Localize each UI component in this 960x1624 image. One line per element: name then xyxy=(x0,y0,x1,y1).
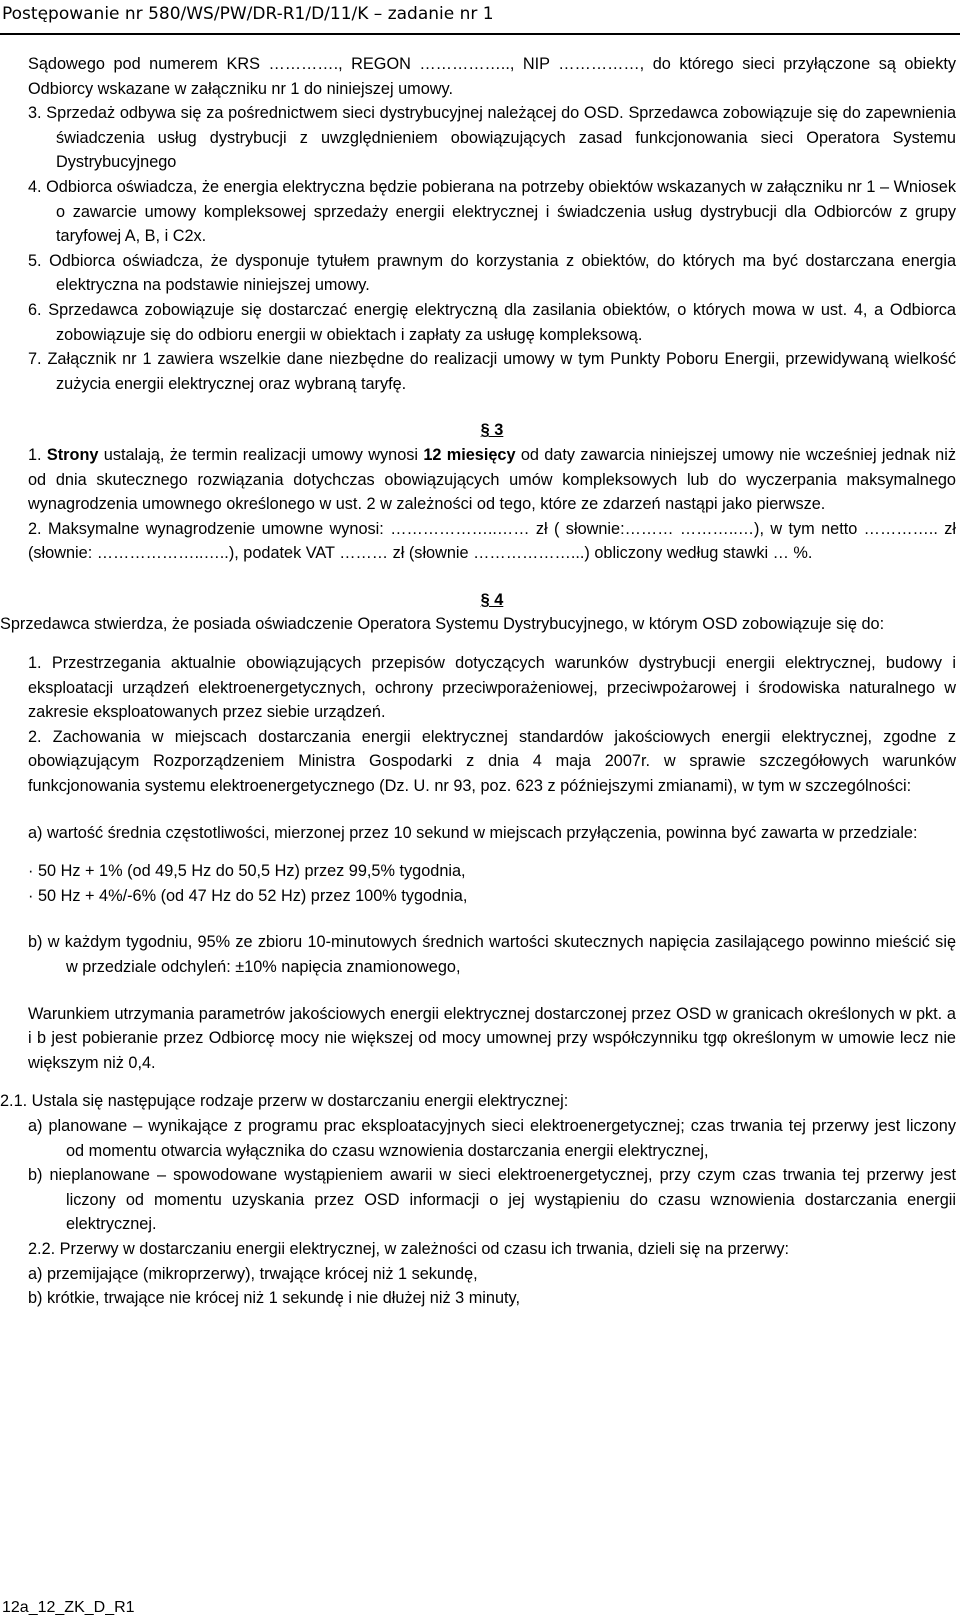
paragraph-4-2b: b) w każdym tygodniu, 95% ze zbioru 10-minutowych średnich wartości skutecznych napięcia zasilającego powinno mieścić się w przedziale odchyleń: ±10% napięcia znamionowego, xyxy=(28,933,956,976)
paragraph-4-2-2-b: b) krótkie, trwające nie krócej niż 1 sekundę i nie dłużej niż 3 minuty, xyxy=(28,1289,520,1308)
bold-duration: 12 miesięcy xyxy=(423,445,516,464)
text-run: 1. xyxy=(28,445,47,464)
paragraph-3-2: 2. Maksymalne wynagrodzenie umowne wynosi: ………………..…… zł ( słownie:……… ………..…), w tym netto ………….. zł (słownie: ………………..…..), podatek VAT ……… zł (słownie ………………...) obliczony według stawki … %. xyxy=(28,519,956,563)
paragraph-2-7: 7. Załącznik nr 1 zawiera wszelkie dane niezbędne do realizacji umowy w tym Punkty Poboru Energii, przewidywaną wielkość zużycia energii elektrycznej oraz wybraną taryfę. xyxy=(28,350,956,393)
bullet-item-2: · 50 Hz + 4%/-6% (od 47 Hz do 52 Hz) przez 100% tygodnia, xyxy=(28,886,468,905)
text-run: ustalają, że termin realizacji umowy wynosi xyxy=(98,445,424,464)
paragraph-4-2-2: 2.2. Przerwy w dostarczaniu energii elektrycznej, w zależności od czasu ich trwania, dzieli się na przerwy: xyxy=(28,1239,790,1258)
section-4-heading: § 4 xyxy=(480,590,504,609)
paragraph-4-intro: Sprzedawca stwierdza, że posiada oświadczenie Operatora Systemu Dystrybucyjnego, w którym OSD zobowiązuje się do: xyxy=(0,615,885,634)
page-header-title: Postępowanie nr 580/WS/PW/DR-R1/D/11/K – zadanie nr 1 xyxy=(2,4,494,24)
spacer xyxy=(28,637,956,651)
paragraph-4-2-2-a: a) przemijające (mikroprzerwy), trwające krócej niż 1 sekundę, xyxy=(28,1264,478,1283)
bold-parties: Strony xyxy=(46,445,99,464)
section-3-heading: § 3 xyxy=(480,421,504,440)
paragraph-4-2-1: 2.1. Ustala się następujące rodzaje przerw w dostarczaniu energii elektrycznej: xyxy=(0,1092,569,1111)
paragraph-4-1: 1. Przestrzegania aktualnie obowiązujących przepisów dotyczących warunków dystrybucji energii elektrycznej, budowy i eksploatacji urządzeń elektroenergetycznych, ochrony przeciwporażeniowej, przeciwpożarowej i środowiska naturalnego w zakresie eksploatowanych przez siebie urządzeń. xyxy=(28,654,956,722)
paragraph-intro: Sądowego pod numerem KRS …………., REGON …………….., NIP ……………, do którego sieci przyłączone są obiekty Odbiorcy wskazane w załączniku nr 1 do niniejszej umowy. xyxy=(28,55,956,98)
spacer xyxy=(28,845,956,859)
document-body xyxy=(0,52,956,1311)
paragraph-2-3: 3. Sprzedaż odbywa się za pośrednictwem sieci dystrybucyjnej należącej do OSD. Sprzedawca zobowiązuje się do zapewnienia świadczenia usług dystrybucji z uwzględnieniem obowiązujących zasad funkcjonowania sieci Operatora Systemu Dystrybucyjnego xyxy=(28,104,956,172)
header-rule xyxy=(0,33,960,35)
spacer xyxy=(28,566,956,588)
paragraph-3-1 xyxy=(28,443,956,517)
spacer xyxy=(28,980,956,1002)
paragraph-4-2-1-a: a) planowane – wynikające z programu prac eksploatacyjnych sieci elektroenergetycznej; czas trwania tej przerwy jest liczony od momentu otwarcia wyłącznika do czasu wznowienia dostarczania energii elektrycznej, xyxy=(28,1116,956,1160)
paragraph-2-5: 5. Odbiorca oświadcza, że dysponuje tytułem prawnym do korzystania z obiektów, do których ma być dostarczana energia elektryczna na podstawie niniejszej umowy. xyxy=(28,251,956,295)
paragraph-4-2a: a) wartość średnia częstotliwości, mierzonej przez 10 sekund w miejscach przyłączenia, powinna być zawarta w przedziale: xyxy=(28,823,918,842)
paragraph-4-2-1-b: b) nieplanowane – spowodowane wystąpieniem awarii w sieci elektroenergetycznej, przy czym czas trwania tej przerwy jest liczony od momentu uzyskania przez OSD informacji o jej wystąpieniu do czasu wznowienia dostarczania energii elektrycznej. xyxy=(28,1166,956,1234)
paragraph-4-condition: Warunkiem utrzymania parametrów jakościowych energii elektrycznej dostarczonej przez OSD w granicach określonych w pkt. a i b jest pobieranie przez Odbiorcę mocy nie większej od mocy umownej przy współczynniku tgφ określonym w umowie lecz nie większym niż 0,4. xyxy=(28,1004,956,1072)
paragraph-4-2: 2. Zachowania w miejscach dostarczania energii elektrycznej standardów jakościowych energii elektrycznej, zgodne z obowiązującym Rozporządzeniem Ministra Gospodarki z dnia 4 maja 2007r. w sprawie szczegółowych warunków funkcjonowania systemu elektroenergetycznego (Dz. U. nr 93, poz. 623 z późniejszymi zmianami), w tym w szczególności: xyxy=(28,727,956,796)
spacer xyxy=(28,396,956,418)
spacer xyxy=(28,799,956,821)
spacer xyxy=(28,908,956,930)
spacer xyxy=(28,1075,956,1089)
paragraph-2-6: 6. Sprzedawca zobowiązuje się dostarczać energię elektryczną dla zasilania obiektów, o których mowa w ust. 4, a Odbiorca zobowiązuje się do odbioru energii w obiektach i zapłaty za usługę kompleksową. xyxy=(28,300,956,344)
text-run: od daty zawarcia niniejszej umowy nie wcześniej jednak niż od dnia skutecznego rozwiązania dotychczas obowiązujących umów kompleksowych lub do wyczerpania maksymalnego wynagrodzenia umownego określonego w ust. 2 w zależności od tego, które ze zdarzeń nastąpi jako pierwsze. xyxy=(28,445,956,514)
paragraph-2-4: 4. Odbiorca oświadcza, że energia elektryczna będzie pobierana na potrzeby obiektów wskazanych w załączniku nr 1 – Wniosek o zawarcie umowy kompleksowej sprzedaży energii elektrycznej i świadczenia usług dystrybucji dla Odbiorców z grupy taryfowej A, B, i C2x. xyxy=(28,177,956,246)
page-footer-code: 12a_12_ZK_D_R1 xyxy=(2,1599,135,1616)
bullet-item-1: · 50 Hz + 1% (od 49,5 Hz do 50,5 Hz) przez 99,5% tygodnia, xyxy=(28,862,466,881)
